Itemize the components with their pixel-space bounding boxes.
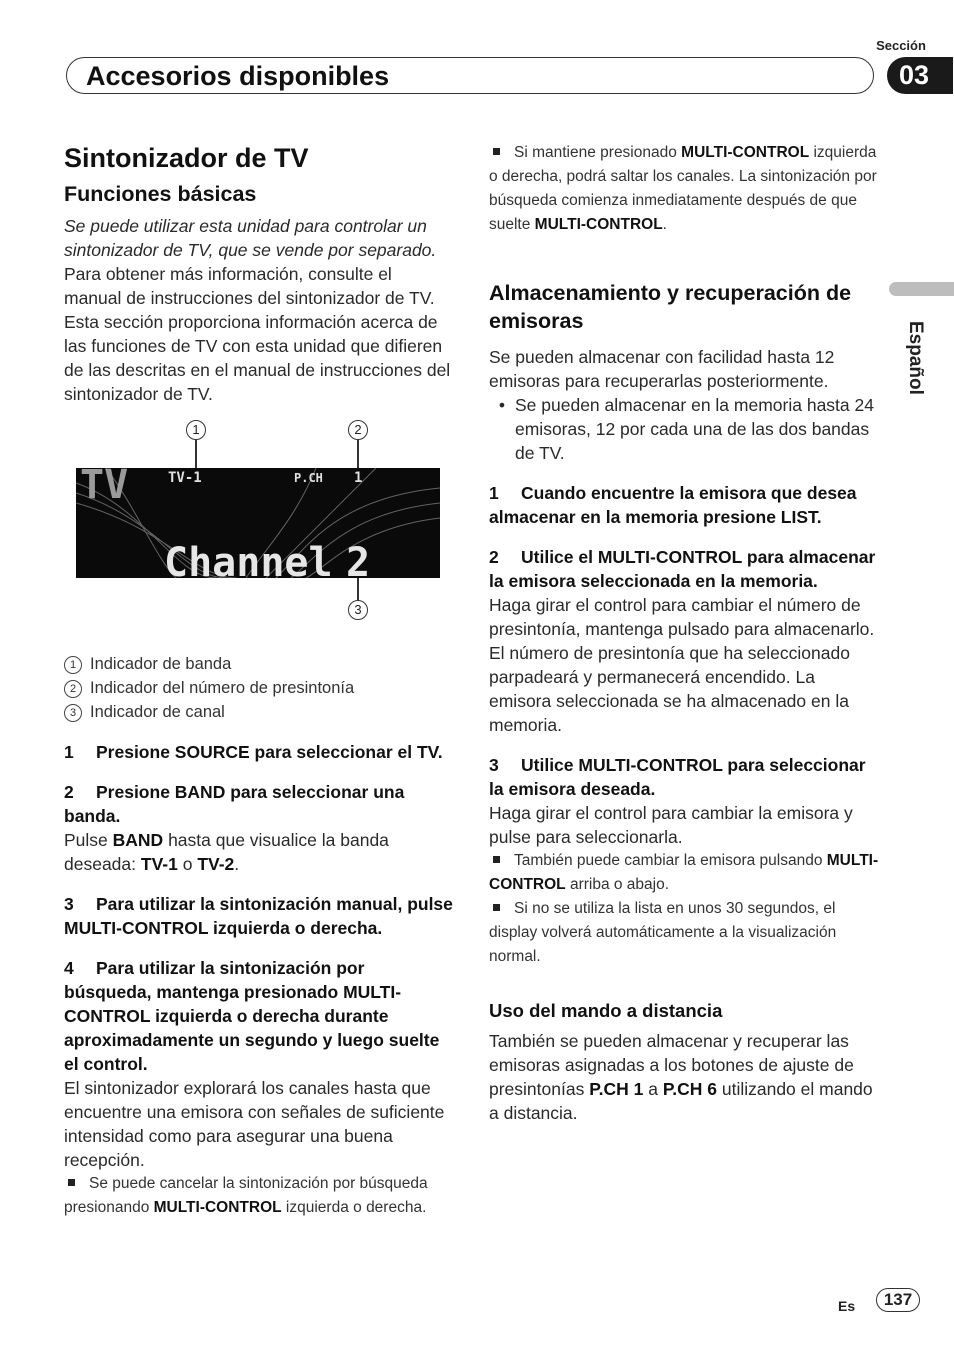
lcd-channel-number: 2	[346, 540, 371, 578]
lcd-pch-text: P.CH	[294, 471, 323, 485]
page-number: 137	[876, 1288, 920, 1312]
page-title: Sintonizador de TV	[64, 143, 309, 173]
callout-1: 1	[186, 420, 206, 440]
lcd-tv-text: TV	[80, 468, 129, 508]
lcd-band-text: TV-1	[168, 470, 202, 486]
step-4-body: El sintonizador explorará los canales hasta que encuentre una emisora con señales de suficiente intensidad como para asegurar una buena recepción.	[64, 1078, 445, 1170]
step-3: 3 Para utilizar la sintonización manual, pulse MULTI-CONTROL izquierda o derecha.	[64, 894, 453, 938]
intro-body: Para obtener más información, consulte el manual de instrucciones del sintonizador de TV. Esta sección proporciona información acerca de las funciones de TV con esta unidad que difieren de las descritas en el manual de instrucciones del sintonizador de TV.	[64, 264, 451, 404]
square-bullet-icon	[493, 856, 500, 863]
tv-display-figure	[64, 420, 454, 652]
right-step-1: 1 Cuando encuentre la emisora que desea almacenar en la memoria presione LIST.	[489, 483, 857, 527]
lcd-graphic	[76, 468, 440, 578]
chapter-title: Accesorios disponibles	[86, 61, 390, 91]
lcd-pch-number: 1	[354, 470, 363, 486]
legend-item: 2 Indicador del número de presintonía	[64, 676, 454, 700]
remote-body: También se pueden almacenar y recuperar las emisoras asignadas a los botones de ajuste de presintonías P.CH 1 a P.CH 6 utilizando el mando a distancia.	[489, 1031, 873, 1123]
callout-line-3	[357, 578, 359, 602]
legend-item: 3 Indicador de canal	[64, 700, 454, 724]
callout-line-2	[357, 440, 359, 468]
memory-bullet: • Se pueden almacenar en la memoria hasta 24 emisoras, 12 por cada una de las dos bandas de TV.	[489, 393, 879, 465]
square-bullet-icon	[493, 148, 500, 155]
callout-2: 2	[348, 420, 368, 440]
section-label: Sección	[876, 38, 926, 53]
lcd-channel-label: Channel	[164, 540, 333, 578]
language-tab-marker	[889, 282, 954, 296]
section-heading-memory: Almacenamiento y recuperación de emisoras	[489, 281, 852, 333]
right-step-2: 2 Utilice el MULTI-CONTROL para almacenar la emisora seleccionada en la memoria.	[489, 547, 876, 591]
bullet-dot-icon: •	[498, 395, 506, 415]
footer-language: Es	[838, 1298, 856, 1314]
intro-italic: Se puede utilizar esta unidad para controlar un sintonizador de TV, que se vende por separado.	[64, 216, 437, 260]
figure-legend	[64, 652, 454, 724]
legend-item: 1 Indicador de banda	[64, 652, 454, 676]
intro-text	[64, 214, 454, 406]
right-step-3: 3 Utilice MULTI-CONTROL para seleccionar la emisora deseada.	[489, 755, 866, 799]
step-1: 1 Presione SOURCE para seleccionar el TV.	[64, 742, 443, 762]
lcd-display	[76, 468, 440, 578]
scan-note: Si mantiene presionado MULTI-CONTROL izquierda o derecha, podrá saltar los canales. La sintonización por búsqueda comienza inmediatamente después de que suelte MULTI-CONTROL.	[489, 144, 877, 233]
memory-intro: Se pueden almacenar con facilidad hasta 12 emisoras para recuperarlas posteriormente.	[489, 347, 835, 391]
section-number-badge: 03	[887, 57, 953, 94]
square-bullet-icon	[493, 904, 500, 911]
step-4: 4 Para utilizar la sintonización por búsqueda, mantenga presionado MULTI-CONTROL izquierda o derecha durante aproximadamente un segundo y luego suelte el control.	[64, 958, 440, 1074]
right-column	[489, 141, 879, 1125]
subsection-title: Funciones básicas	[64, 182, 257, 206]
language-tab-label: Español	[905, 321, 926, 395]
left-column	[64, 140, 454, 1220]
callout-3: 3	[348, 600, 368, 620]
right-step-2-body2: El número de presintonía que ha seleccionado parpadeará y permanecerá encendido. La emisora seleccionada se ha almacenado en la memoria.	[489, 643, 850, 735]
step-2-body: Pulse BAND hasta que visualice la banda deseada: TV-1 o TV-2.	[64, 830, 389, 874]
step-4-note: Se puede cancelar la sintonización por búsqueda presionando MULTI-CONTROL izquierda o derecha.	[64, 1175, 428, 1216]
remote-heading: Uso del mando a distancia	[489, 1000, 723, 1021]
right-step-3-note-1: También puede cambiar la emisora pulsando MULTI-CONTROL arriba o abajo.	[489, 852, 879, 893]
right-step-3-note-2: Si no se utiliza la lista en unos 30 segundos, el display volverá automáticamente a la visualización normal.	[489, 900, 837, 965]
square-bullet-icon	[68, 1179, 75, 1186]
right-step-3-body: Haga girar el control para cambiar la emisora y pulse para seleccionarla.	[489, 803, 853, 847]
right-step-2-body1: Haga girar el control para cambiar el número de presintonía, mantenga pulsado para almacenarlo.	[489, 595, 875, 639]
callout-line-1	[195, 440, 197, 468]
step-2: 2 Presione BAND para seleccionar una banda.	[64, 782, 405, 826]
